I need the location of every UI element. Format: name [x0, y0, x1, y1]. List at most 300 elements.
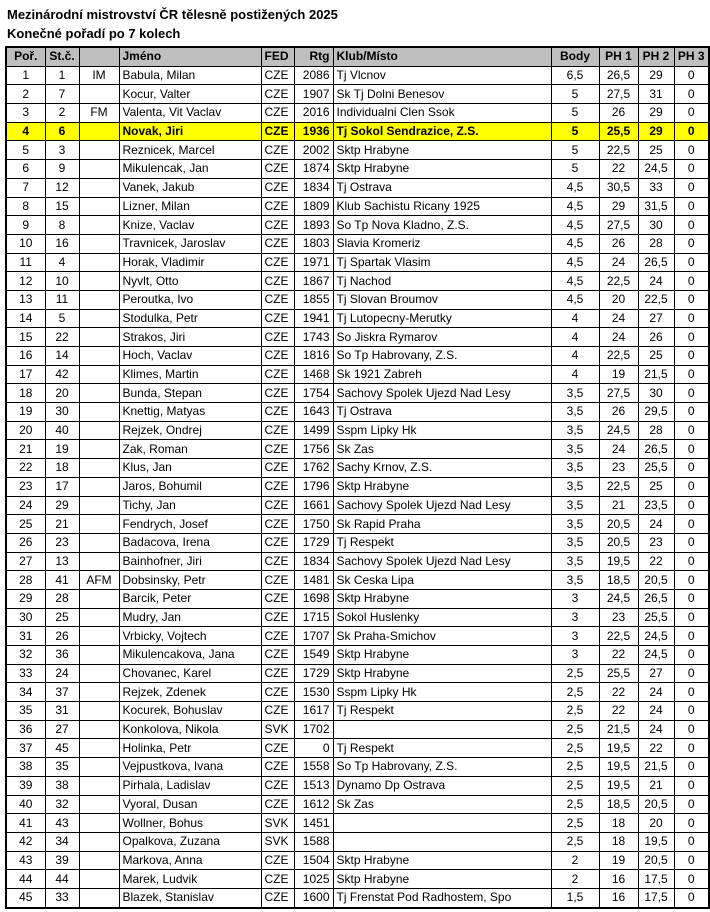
table-row — [6, 627, 709, 646]
cell-ph1: 19 — [599, 365, 638, 384]
cell-rank: 34 — [6, 683, 45, 702]
cell-rating: 1513 — [294, 776, 333, 795]
cell-ph2: 29,5 — [638, 403, 674, 422]
cell-name: Mikulencakova, Jana — [119, 646, 261, 665]
cell-fed: CZE — [261, 739, 294, 758]
cell-rating: 1874 — [294, 160, 333, 179]
cell-rank: 31 — [6, 627, 45, 646]
cell-fed: CZE — [261, 365, 294, 384]
cell-ph1: 19,5 — [599, 776, 638, 795]
cell-name: Jaros, Bohumil — [119, 477, 261, 496]
cell-fide-title: IM — [79, 66, 119, 85]
cell-ph3: 0 — [674, 459, 709, 478]
cell-start-no: 11 — [45, 290, 79, 309]
cell-fide-title — [79, 141, 119, 160]
cell-name: Vanek, Jakub — [119, 178, 261, 197]
cell-ph3: 0 — [674, 702, 709, 721]
cell-ph3: 0 — [674, 814, 709, 833]
cell-fide-title — [79, 384, 119, 403]
cell-name: Wollner, Bohus — [119, 814, 261, 833]
cell-fide-title — [79, 122, 119, 141]
cell-ph2: 21,5 — [638, 365, 674, 384]
table-row — [6, 477, 709, 496]
cell-club: Sokol Huslenky — [333, 608, 551, 627]
cell-start-no: 18 — [45, 459, 79, 478]
cell-start-no: 35 — [45, 758, 79, 777]
cell-start-no: 31 — [45, 702, 79, 721]
cell-ph3: 0 — [674, 739, 709, 758]
cell-name: Valenta, Vit Vaclav — [119, 104, 261, 123]
table-row — [6, 403, 709, 422]
cell-fed: CZE — [261, 515, 294, 534]
cell-ph1: 25,5 — [599, 664, 638, 683]
cell-rating: 1729 — [294, 533, 333, 552]
cell-ph1: 22,5 — [599, 141, 638, 160]
cell-fide-title — [79, 197, 119, 216]
cell-points: 3,5 — [551, 459, 599, 478]
cell-points: 2 — [551, 870, 599, 889]
cell-start-no: 41 — [45, 571, 79, 590]
cell-ph1: 18 — [599, 814, 638, 833]
table-row — [6, 122, 709, 141]
cell-rating: 1530 — [294, 683, 333, 702]
cell-fide-title — [79, 533, 119, 552]
cell-ph1: 19 — [599, 851, 638, 870]
cell-ph1: 26 — [599, 403, 638, 422]
cell-name: Rejzek, Zdenek — [119, 683, 261, 702]
cell-fed: CZE — [261, 440, 294, 459]
cell-points: 4 — [551, 347, 599, 366]
table-row — [6, 702, 709, 721]
table-row — [6, 141, 709, 160]
cell-club: Sk Ceska Lipa — [333, 571, 551, 590]
cell-start-no: 7 — [45, 85, 79, 104]
cell-rank: 22 — [6, 459, 45, 478]
cell-rating: 1558 — [294, 758, 333, 777]
table-row — [6, 776, 709, 795]
cell-ph1: 24,5 — [599, 589, 638, 608]
cell-rating: 1643 — [294, 403, 333, 422]
cell-club: Sktp Hrabyne — [333, 870, 551, 889]
cell-club: Sk Zas — [333, 440, 551, 459]
cell-rank: 9 — [6, 216, 45, 235]
table-row — [6, 104, 709, 123]
table-row — [6, 758, 709, 777]
cell-start-no: 9 — [45, 160, 79, 179]
table-row — [6, 870, 709, 889]
cell-name: Kocurek, Bohuslav — [119, 702, 261, 721]
cell-rank: 39 — [6, 776, 45, 795]
cell-ph2: 22 — [638, 552, 674, 571]
results-table — [5, 46, 710, 909]
cell-start-no: 29 — [45, 496, 79, 515]
page-subtitle: Konečné pořadí po 7 kolech — [7, 26, 181, 41]
cell-ph3: 0 — [674, 85, 709, 104]
cell-club: So Tp Nova Kladno, Z.S. — [333, 216, 551, 235]
cell-start-no: 20 — [45, 384, 79, 403]
cell-points: 2,5 — [551, 758, 599, 777]
cell-points: 4,5 — [551, 234, 599, 253]
cell-fide-title — [79, 216, 119, 235]
cell-ph1: 24 — [599, 253, 638, 272]
cell-ph2: 31 — [638, 85, 674, 104]
table-row — [6, 365, 709, 384]
cell-fide-title — [79, 160, 119, 179]
cell-ph1: 20,5 — [599, 533, 638, 552]
table-row — [6, 664, 709, 683]
cell-rating: 1617 — [294, 702, 333, 721]
cell-club: Dynamo Dp Ostrava — [333, 776, 551, 795]
cell-name: Opalkova, Zuzana — [119, 832, 261, 851]
cell-fed: CZE — [261, 197, 294, 216]
cell-rating: 1588 — [294, 832, 333, 851]
cell-fide-title — [79, 646, 119, 665]
cell-rank: 2 — [6, 85, 45, 104]
cell-name: Pirhala, Ladislav — [119, 776, 261, 795]
cell-club: Sktp Hrabyne — [333, 589, 551, 608]
cell-start-no: 1 — [45, 66, 79, 85]
cell-points: 2,5 — [551, 832, 599, 851]
cell-ph3: 0 — [674, 421, 709, 440]
cell-ph2: 25,5 — [638, 459, 674, 478]
table-row — [6, 589, 709, 608]
table-row — [6, 347, 709, 366]
cell-fide-title — [79, 776, 119, 795]
cell-fed: CZE — [261, 496, 294, 515]
cell-rank: 13 — [6, 290, 45, 309]
cell-ph1: 20,5 — [599, 515, 638, 534]
cell-rating: 1743 — [294, 328, 333, 347]
cell-ph1: 16 — [599, 888, 638, 907]
cell-ph1: 19,5 — [599, 758, 638, 777]
cell-fed: CZE — [261, 646, 294, 665]
cell-points: 2,5 — [551, 702, 599, 721]
cell-fed: CZE — [261, 870, 294, 889]
cell-start-no: 34 — [45, 832, 79, 851]
cell-ph2: 22 — [638, 739, 674, 758]
col-header-points: Body — [551, 47, 599, 66]
cell-fed: CZE — [261, 309, 294, 328]
cell-ph1: 22 — [599, 646, 638, 665]
cell-start-no: 12 — [45, 178, 79, 197]
cell-fed: SVK — [261, 720, 294, 739]
cell-ph3: 0 — [674, 216, 709, 235]
cell-ph3: 0 — [674, 104, 709, 123]
cell-club: So Tp Habrovany, Z.S. — [333, 347, 551, 366]
cell-ph3: 0 — [674, 384, 709, 403]
cell-ph1: 24 — [599, 309, 638, 328]
cell-rank: 24 — [6, 496, 45, 515]
cell-ph3: 0 — [674, 178, 709, 197]
cell-fed: CZE — [261, 384, 294, 403]
cell-fide-title — [79, 814, 119, 833]
cell-points: 2,5 — [551, 720, 599, 739]
cell-ph3: 0 — [674, 347, 709, 366]
cell-rank: 15 — [6, 328, 45, 347]
cell-club: Tj Nachod — [333, 272, 551, 291]
cell-start-no: 25 — [45, 608, 79, 627]
cell-ph1: 27,5 — [599, 216, 638, 235]
cell-name: Novak, Jiri — [119, 122, 261, 141]
table-row — [6, 66, 709, 85]
cell-ph2: 25 — [638, 477, 674, 496]
table-row — [6, 515, 709, 534]
cell-fed: CZE — [261, 234, 294, 253]
cell-ph3: 0 — [674, 141, 709, 160]
cell-club: Tj Frenstat Pod Radhostem, Spo — [333, 888, 551, 907]
table-row — [6, 720, 709, 739]
cell-name: Klus, Jan — [119, 459, 261, 478]
cell-rating: 1468 — [294, 365, 333, 384]
cell-fed: CZE — [261, 66, 294, 85]
cell-points: 3,5 — [551, 403, 599, 422]
cell-ph2: 20,5 — [638, 851, 674, 870]
cell-club: Sk Praha-Smichov — [333, 627, 551, 646]
cell-fed: CZE — [261, 178, 294, 197]
cell-fide-title — [79, 589, 119, 608]
cell-fide-title — [79, 851, 119, 870]
cell-rating: 1707 — [294, 627, 333, 646]
cell-rank: 36 — [6, 720, 45, 739]
cell-fed: CZE — [261, 627, 294, 646]
cell-club: Sktp Hrabyne — [333, 477, 551, 496]
cell-rank: 43 — [6, 851, 45, 870]
cell-fed: CZE — [261, 403, 294, 422]
cell-rank: 28 — [6, 571, 45, 590]
cell-club: Slavia Kromeriz — [333, 234, 551, 253]
cell-fed: CZE — [261, 253, 294, 272]
cell-name: Babula, Milan — [119, 66, 261, 85]
cell-points: 1,5 — [551, 888, 599, 907]
cell-fide-title — [79, 347, 119, 366]
cell-fide-title — [79, 459, 119, 478]
cell-name: Tichy, Jan — [119, 496, 261, 515]
cell-club: Individualni Clen Ssok — [333, 104, 551, 123]
cell-rating: 1756 — [294, 440, 333, 459]
cell-name: Konkolova, Nikola — [119, 720, 261, 739]
cell-rating: 1936 — [294, 122, 333, 141]
cell-rank: 41 — [6, 814, 45, 833]
table-row — [6, 851, 709, 870]
cell-name: Lizner, Milan — [119, 197, 261, 216]
cell-rank: 35 — [6, 702, 45, 721]
cell-points: 5 — [551, 104, 599, 123]
cell-ph1: 22,5 — [599, 627, 638, 646]
cell-start-no: 33 — [45, 888, 79, 907]
cell-ph1: 22 — [599, 683, 638, 702]
cell-points: 4 — [551, 328, 599, 347]
cell-club: Sktp Hrabyne — [333, 160, 551, 179]
cell-club: Sktp Hrabyne — [333, 646, 551, 665]
table-row — [6, 814, 709, 833]
cell-ph3: 0 — [674, 234, 709, 253]
header-row — [6, 47, 709, 66]
col-header-fed: FED — [261, 47, 294, 66]
cell-fed: CZE — [261, 664, 294, 683]
cell-ph3: 0 — [674, 589, 709, 608]
cell-ph2: 27 — [638, 664, 674, 683]
cell-name: Knettig, Matyas — [119, 403, 261, 422]
cell-points: 4,5 — [551, 216, 599, 235]
cell-fed: CZE — [261, 347, 294, 366]
cell-points: 5 — [551, 85, 599, 104]
cell-rank: 3 — [6, 104, 45, 123]
cell-ph2: 25 — [638, 141, 674, 160]
cell-rating: 1809 — [294, 197, 333, 216]
cell-points: 3 — [551, 627, 599, 646]
cell-fed: CZE — [261, 122, 294, 141]
cell-points: 3,5 — [551, 477, 599, 496]
cell-ph1: 26,5 — [599, 66, 638, 85]
cell-name: Bainhofner, Jiri — [119, 552, 261, 571]
table-row — [6, 160, 709, 179]
cell-ph1: 22,5 — [599, 477, 638, 496]
cell-rating: 1504 — [294, 851, 333, 870]
cell-rank: 19 — [6, 403, 45, 422]
cell-ph3: 0 — [674, 515, 709, 534]
cell-fed: CZE — [261, 795, 294, 814]
cell-rank: 11 — [6, 253, 45, 272]
table-row — [6, 440, 709, 459]
cell-rating: 1803 — [294, 234, 333, 253]
cell-fide-title — [79, 234, 119, 253]
cell-fide-title — [79, 440, 119, 459]
cell-ph3: 0 — [674, 272, 709, 291]
cell-start-no: 19 — [45, 440, 79, 459]
cell-rank: 37 — [6, 739, 45, 758]
cell-points: 3,5 — [551, 515, 599, 534]
cell-club — [333, 814, 551, 833]
cell-points: 2,5 — [551, 776, 599, 795]
table-row — [6, 683, 709, 702]
cell-ph3: 0 — [674, 832, 709, 851]
table-row — [6, 496, 709, 515]
cell-rating: 1754 — [294, 384, 333, 403]
cell-points: 3 — [551, 646, 599, 665]
cell-fed: CZE — [261, 421, 294, 440]
cell-rank: 14 — [6, 309, 45, 328]
cell-name: Vejpustkova, Ivana — [119, 758, 261, 777]
cell-club: Tj Slovan Broumov — [333, 290, 551, 309]
cell-club: Sspm Lipky Hk — [333, 421, 551, 440]
cell-name: Klimes, Martin — [119, 365, 261, 384]
table-row — [6, 384, 709, 403]
cell-fed: CZE — [261, 141, 294, 160]
cell-rank: 18 — [6, 384, 45, 403]
cell-club: Sktp Hrabyne — [333, 851, 551, 870]
cell-rank: 42 — [6, 832, 45, 851]
cell-points: 6,5 — [551, 66, 599, 85]
cell-fide-title — [79, 888, 119, 907]
table-row — [6, 888, 709, 907]
cell-rating: 2016 — [294, 104, 333, 123]
cell-fed: CZE — [261, 85, 294, 104]
col-header-name: Jméno — [119, 47, 261, 66]
cell-fed: CZE — [261, 888, 294, 907]
cell-points: 3,5 — [551, 384, 599, 403]
cell-fide-title — [79, 477, 119, 496]
cell-name: Kocur, Valter — [119, 85, 261, 104]
cell-fide-title — [79, 870, 119, 889]
cell-points: 4,5 — [551, 197, 599, 216]
cell-name: Chovanec, Karel — [119, 664, 261, 683]
table-row — [6, 646, 709, 665]
col-header-ph1: PH 1 — [599, 47, 638, 66]
cell-points: 2 — [551, 851, 599, 870]
cell-ph3: 0 — [674, 608, 709, 627]
table-row — [6, 421, 709, 440]
cell-ph2: 33 — [638, 178, 674, 197]
cell-rank: 1 — [6, 66, 45, 85]
cell-rating: 1481 — [294, 571, 333, 590]
cell-ph3: 0 — [674, 627, 709, 646]
cell-ph3: 0 — [674, 776, 709, 795]
cell-club: Sk Tj Dolni Benesov — [333, 85, 551, 104]
cell-fed: CZE — [261, 160, 294, 179]
page-title: Mezinárodní mistrovství ČR tělesně postižených 2025 — [7, 7, 338, 22]
cell-start-no: 45 — [45, 739, 79, 758]
cell-rating: 1867 — [294, 272, 333, 291]
cell-ph1: 16 — [599, 870, 638, 889]
cell-start-no: 26 — [45, 627, 79, 646]
cell-points: 5 — [551, 141, 599, 160]
cell-rating: 1834 — [294, 552, 333, 571]
cell-fed: CZE — [261, 776, 294, 795]
cell-ph3: 0 — [674, 66, 709, 85]
cell-club: Tj Ostrava — [333, 178, 551, 197]
cell-name: Blazek, Stanislav — [119, 888, 261, 907]
cell-ph3: 0 — [674, 795, 709, 814]
cell-fed: CZE — [261, 608, 294, 627]
cell-start-no: 16 — [45, 234, 79, 253]
cell-club: Sachovy Spolek Ujezd Nad Lesy — [333, 496, 551, 515]
cell-ph2: 23,5 — [638, 496, 674, 515]
cell-fed: CZE — [261, 459, 294, 478]
cell-ph1: 22,5 — [599, 347, 638, 366]
cell-fed: CZE — [261, 272, 294, 291]
cell-rating: 1549 — [294, 646, 333, 665]
cell-ph1: 23 — [599, 459, 638, 478]
cell-name: Nyvlt, Otto — [119, 272, 261, 291]
cell-start-no: 13 — [45, 552, 79, 571]
cell-club: Tj Sokol Sendrazice, Z.S. — [333, 122, 551, 141]
cell-ph1: 24,5 — [599, 421, 638, 440]
cell-ph1: 26 — [599, 234, 638, 253]
cell-club: So Jiskra Rymarov — [333, 328, 551, 347]
cell-fed: CZE — [261, 552, 294, 571]
cell-ph2: 23 — [638, 533, 674, 552]
cell-rank: 21 — [6, 440, 45, 459]
cell-ph1: 18,5 — [599, 795, 638, 814]
cell-rank: 12 — [6, 272, 45, 291]
col-header-ph3: PH 3 — [674, 47, 709, 66]
cell-ph2: 24 — [638, 702, 674, 721]
cell-rating: 1855 — [294, 290, 333, 309]
cell-points: 4,5 — [551, 272, 599, 291]
cell-ph3: 0 — [674, 646, 709, 665]
cell-fide-title — [79, 178, 119, 197]
cell-ph3: 0 — [674, 328, 709, 347]
cell-club: Tj Respekt — [333, 702, 551, 721]
cell-points: 4 — [551, 309, 599, 328]
cell-ph3: 0 — [674, 160, 709, 179]
table-row — [6, 533, 709, 552]
cell-ph3: 0 — [674, 552, 709, 571]
cell-fide-title — [79, 552, 119, 571]
cell-name: Dobsinsky, Petr — [119, 571, 261, 590]
col-header-rating: Rtg — [294, 47, 333, 66]
cell-name: Markova, Anna — [119, 851, 261, 870]
